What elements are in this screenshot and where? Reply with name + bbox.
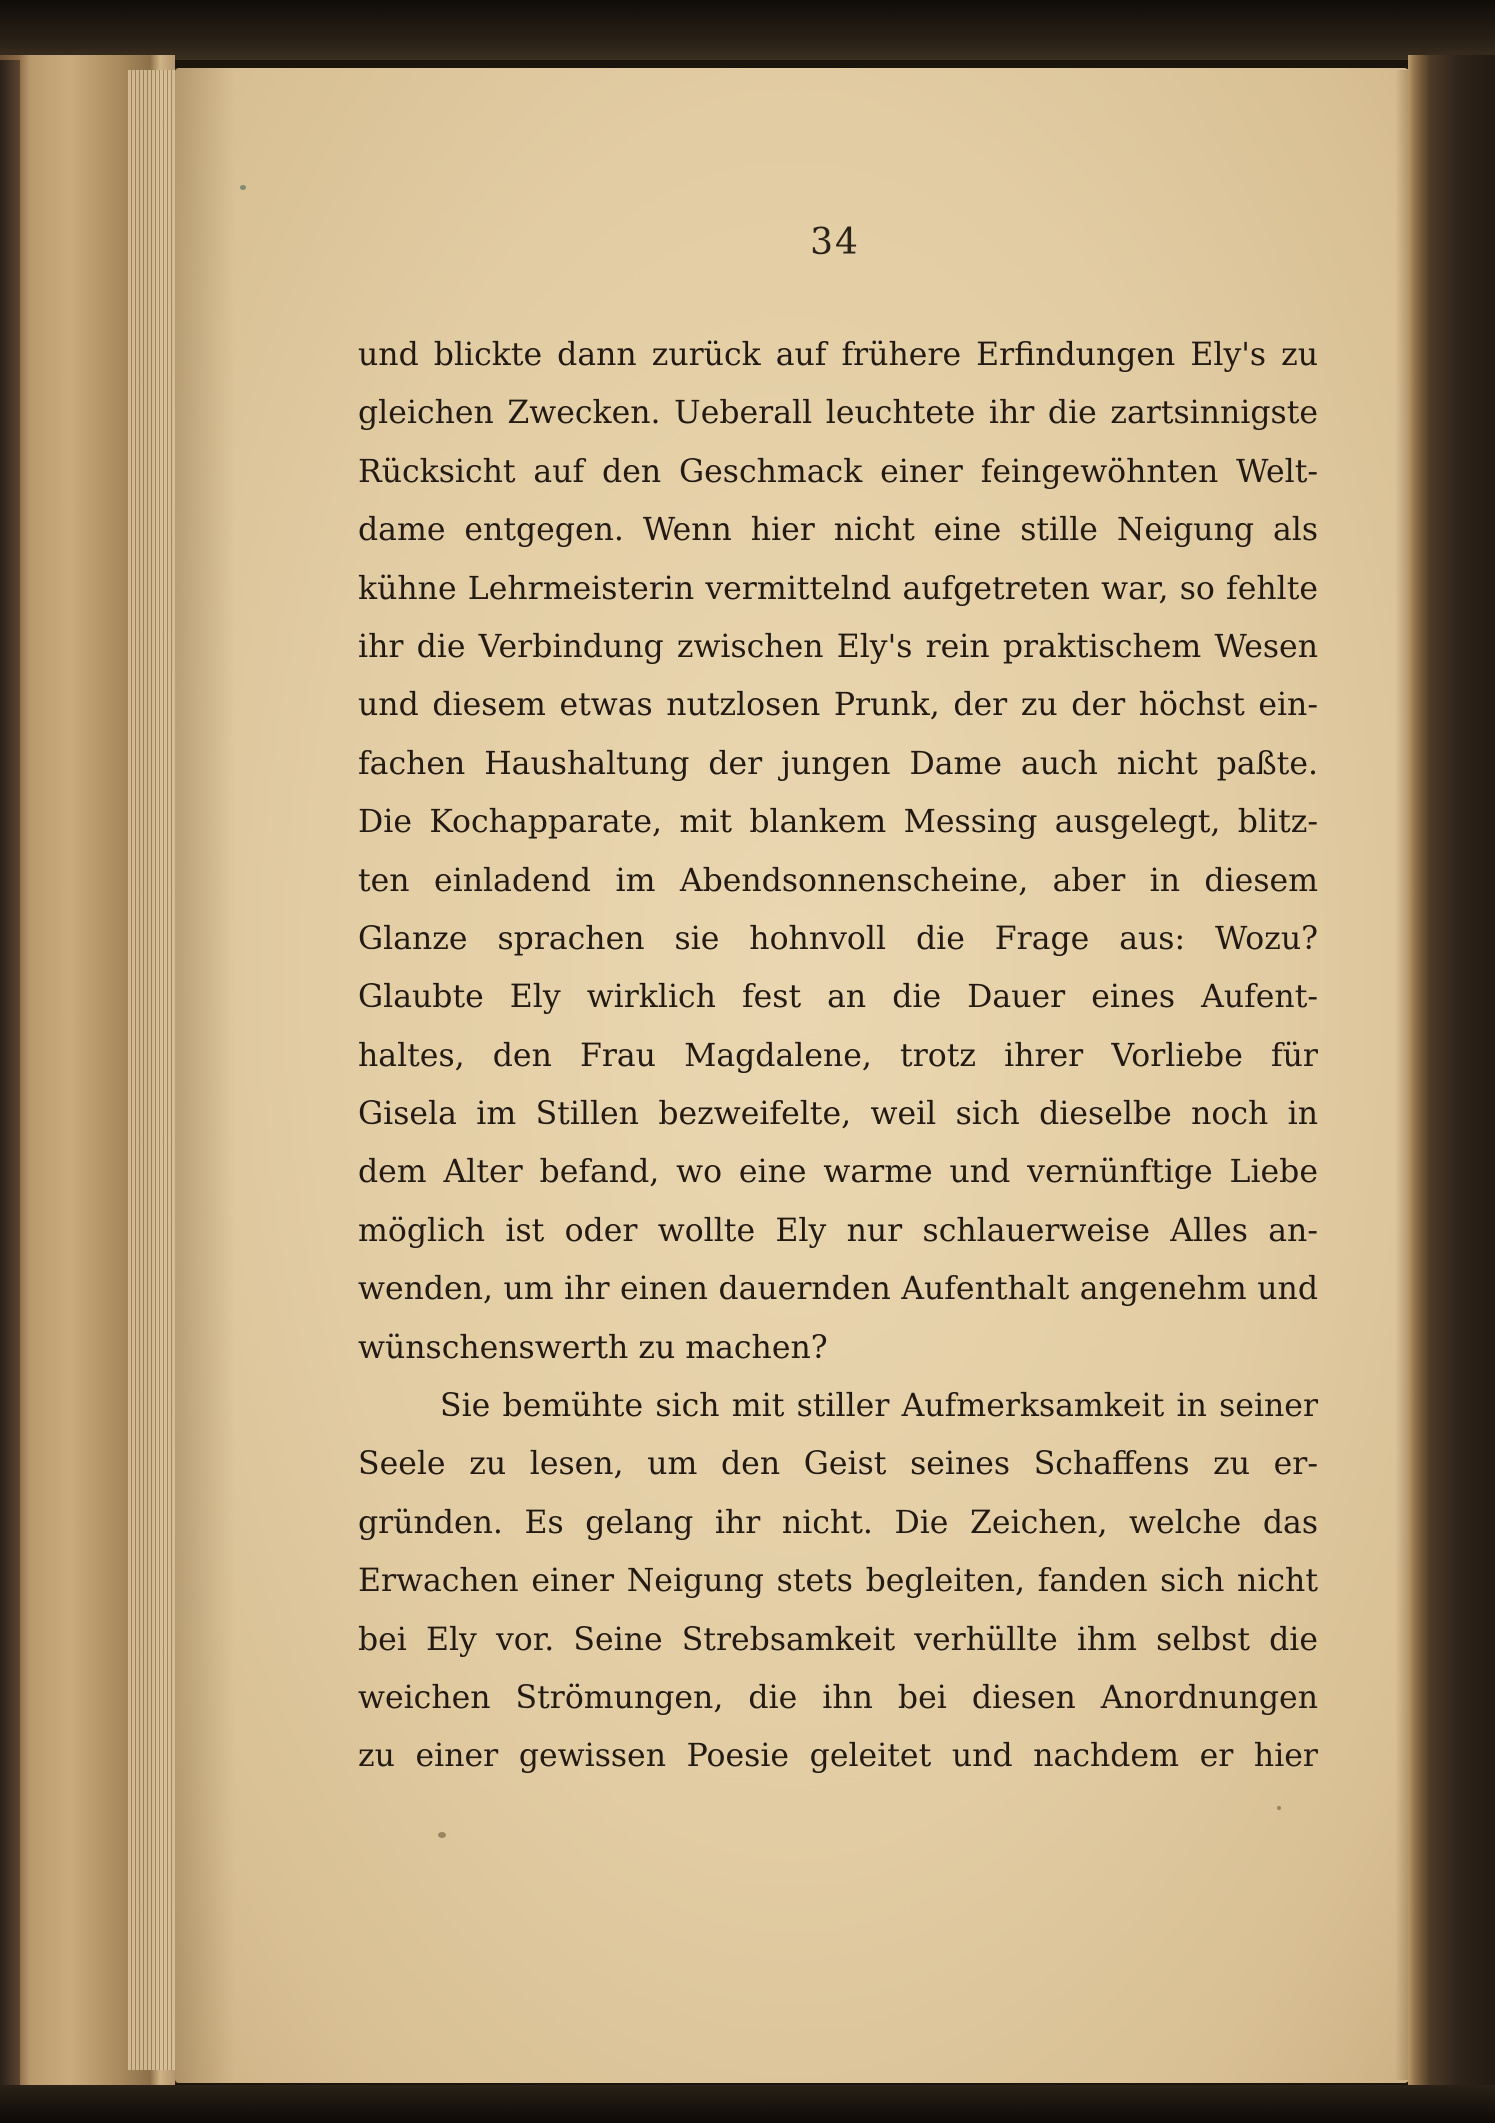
ink-speck [1277,1806,1281,1810]
body-text [358,326,1318,1786]
text-line: wünschenswerth zu machen? [358,1329,828,1366]
text-line: kühne Lehrmeisterin vermittelnd aufgetreten war, so fehlte [358,570,1318,607]
text-line: möglich ist oder wollte Ely nur schlauerweise Alles an- [358,1212,1318,1249]
page-number: 34 [810,222,860,263]
book-spine-left [0,60,20,2090]
text-line: ihr die Verbindung zwischen Ely's rein praktischem Wesen [358,628,1318,665]
text-line: dame entgegen. Wenn hier nicht eine stille Neigung als [358,512,1318,549]
text-line: weichen Strömungen, die ihn bei diesen Anordnungen [358,1679,1318,1716]
page-edges [128,70,176,2070]
text-line: zu einer gewissen Poesie geleitet und nachdem er hier [358,1738,1318,1775]
text-line: Seele zu lesen, um den Geist seines Schaffens zu er- [358,1446,1318,1483]
text-line: haltes, den Frau Magdalene, trotz ihrer Vorliebe für [358,1037,1318,1074]
text-line: Gisela im Stillen bezweifelte, weil sich dieselbe noch in [358,1096,1318,1133]
ink-speck [240,185,246,190]
book-cover-top-edge [0,0,1495,60]
text-line: wenden, um ihr einen dauernden Aufenthalt angenehm und [358,1271,1318,1308]
text-line: und diesem etwas nutzlosen Prunk, der zu der höchst ein- [358,687,1318,724]
text-line: fachen Haushaltung der jungen Dame auch nicht paßte. [358,745,1318,782]
text-line: ten einladend im Abendsonnenscheine, aber in diesem [358,862,1318,899]
text-line: Sie bemühte sich mit stiller Aufmerksamkeit in seiner [440,1388,1318,1425]
text-line: und blickte dann zurück auf frühere Erfindungen Ely's zu [358,337,1318,373]
text-line: gründen. Es gelang ihr nicht. Die Zeichen, welche das [358,1504,1318,1541]
text-line: Rücksicht auf den Geschmack einer feingewöhnten Welt- [358,453,1318,490]
text-line: Erwachen einer Neigung stets begleiten, fanden sich nicht [358,1563,1318,1600]
text-line: bei Ely vor. Seine Strebsamkeit verhüllte ihm selbst die [358,1621,1318,1658]
ink-speck [438,1832,446,1838]
book-cover-right-edge [1408,55,1495,2090]
text-line: gleichen Zwecken. Ueberall leuchtete ihr die zartsinnigste [358,395,1318,432]
text-line: dem Alter befand, wo eine warme und vernünftige Liebe [358,1154,1318,1191]
book-cover-bottom-edge [0,2085,1495,2123]
text-line: Glaubte Ely wirklich fest an die Dauer eines Aufent- [358,979,1318,1016]
text-line: Die Kochapparate, mit blankem Messing ausgelegt, blitz- [358,804,1318,841]
text-line: Glanze sprachen sie hohnvoll die Frage aus: Wozu? [358,920,1318,957]
